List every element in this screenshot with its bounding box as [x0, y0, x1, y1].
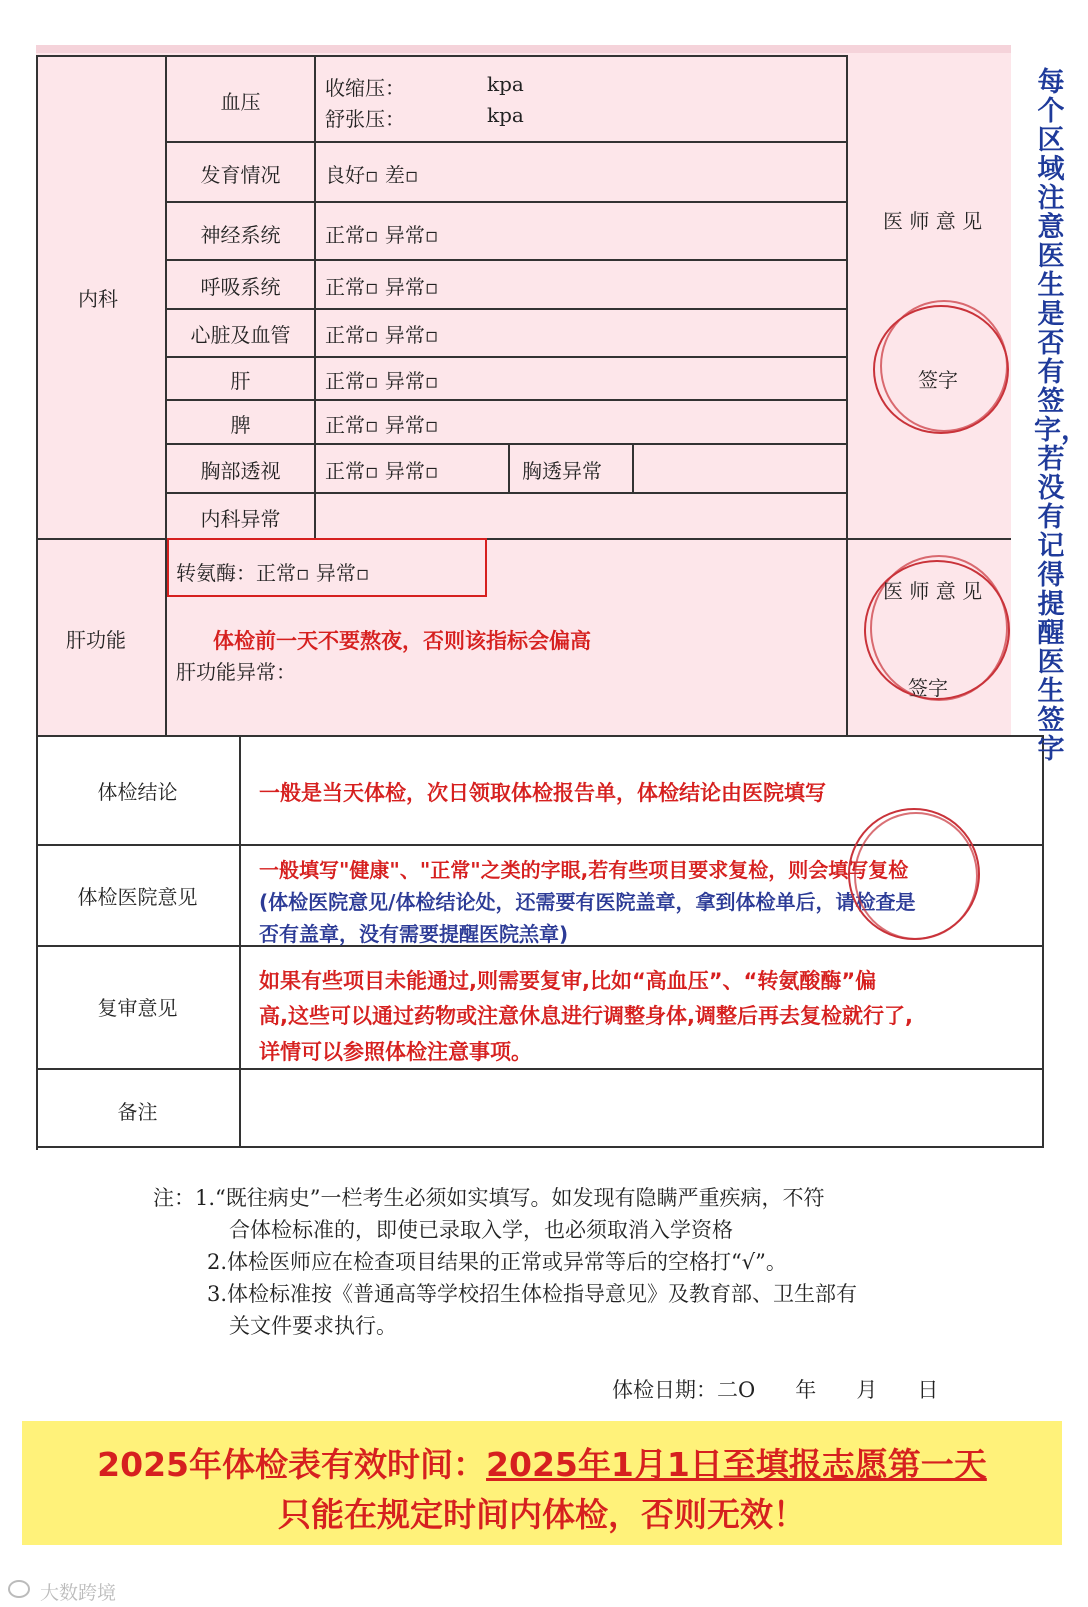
row-label-internal-abnormal: 内科异常 [200, 507, 281, 531]
internal-doctor-opinion: 医 师 意 见 [883, 209, 983, 233]
chest-xray-options[interactable]: 正常▫ 异常▫ [325, 459, 439, 483]
grid-line [165, 399, 846, 401]
side-note-signature-reminder: 每个区域注意医生是否有签字，若没有记得提醒医生签字 [1034, 67, 1088, 765]
systolic-pressure-label: 收缩压： [325, 76, 405, 100]
respiratory-options[interactable]: 正常▫ 异常▫ [325, 275, 439, 299]
grid-line [36, 55, 847, 57]
liver-abnormal-label: 肝功能异常： [176, 660, 296, 684]
systolic-unit: kpa [487, 72, 524, 96]
row-label-chest-xray: 胸部透视 [200, 459, 281, 483]
footnote-line1: 注：1.“既往病史”一栏考生必须如实填写。如发现有隐瞒严重疾病，不符 [153, 1186, 825, 1210]
grid-line [165, 356, 846, 358]
spleen-options[interactable]: 正常▫ 异常▫ [325, 413, 439, 437]
liver-doctor-opinion: 医 师 意 见 [883, 579, 983, 603]
grid-line [36, 735, 1044, 737]
row-label-blood-pressure: 血压 [220, 90, 261, 114]
hospital-stamp-circle [854, 812, 978, 940]
row-label-spleen: 脾 [230, 413, 251, 437]
watermark-logo-icon [8, 1580, 30, 1598]
liver-options[interactable]: 正常▫ 异常▫ [325, 369, 439, 393]
row-label-liver: 肝 [230, 369, 251, 393]
enzyme-options[interactable]: 转氨酶：正常▫ 异常▫ [176, 561, 370, 585]
grid-line [508, 443, 510, 492]
grid-line [632, 443, 634, 492]
hospital-opinion-annotation: 一般填写"健康"、"正常"之类的字眼,若有些项目要求复检，则会填写复检 [259, 858, 909, 882]
row-label-respiratory: 呼吸系统 [200, 275, 281, 299]
review-annotation-line3: 详情可以参照体检注意事项。 [259, 1040, 532, 1064]
footnote-line4: 3.体检标准按《普通高等学校招生体检指导意见》及教育部、卫生部有 [207, 1282, 858, 1306]
chest-xray-abnormal-label: 胸透异常 [522, 459, 602, 483]
diastolic-unit: kpa [487, 103, 524, 127]
grid-line [165, 259, 846, 261]
footnote-line5: 关文件要求执行。 [229, 1314, 397, 1338]
banner-line1 [22, 1439, 1062, 1486]
exam-date: 体检日期：二O 年 月 日 [612, 1378, 939, 1402]
row-label-heart-vessels: 心脏及血管 [190, 323, 291, 347]
watermark: 大数跨境 [40, 1582, 117, 1604]
grid-line [36, 55, 38, 1150]
internal-signature-label[interactable]: 签字 [918, 368, 958, 392]
hospital-opinion-label: 体检医院意见 [77, 885, 198, 909]
nervous-system-options[interactable]: 正常▫ 异常▫ [325, 223, 439, 247]
grid-line [846, 55, 848, 737]
grid-line [165, 201, 846, 203]
pink-top-strip [36, 45, 1011, 53]
grid-line [165, 141, 846, 143]
conclusion-annotation: 一般是当天体检，次日领取体检报告单，体检结论由医院填写 [259, 781, 826, 805]
grid-line [165, 443, 846, 445]
remarks-label: 备注 [117, 1100, 158, 1124]
internal-medicine-label: 内科 [78, 287, 118, 311]
footnote-line2: 合体检标准的，即使已录取入学，也必须取消入学资格 [229, 1218, 733, 1242]
row-label-nervous-system: 神经系统 [200, 223, 281, 247]
liver-function-label: 肝功能 [66, 628, 126, 652]
banner-line1-dates: 2025年1月1日至填报志愿第一天 [486, 1445, 987, 1484]
conclusion-label: 体检结论 [97, 780, 178, 804]
hospital-opinion-note-line2: 否有盖章，没有需要提醒医院羔章) [259, 922, 569, 946]
review-annotation-line2: 高,这些可以通过药物或注意休息进行调整身体,调整后再去复检就行了, [259, 1004, 913, 1028]
liver-signature-label[interactable]: 签字 [908, 676, 948, 700]
liver-annotation: 体检前一天不要熬夜，否则该指标会偏高 [213, 629, 591, 653]
grid-line [36, 1068, 1044, 1070]
banner-line1-prefix: 2025年体检表有效时间： [97, 1445, 487, 1484]
hospital-opinion-note-line1: (体检医院意见/体检结论处，还需要有医院盖章，拿到体检单后，请检查是 [259, 890, 916, 914]
diastolic-pressure-label: 舒张压： [325, 107, 405, 131]
grid-line [314, 55, 316, 539]
development-options[interactable]: 良好▫ 差▫ [325, 163, 419, 187]
grid-line [165, 492, 846, 494]
heart-vessels-options[interactable]: 正常▫ 异常▫ [325, 323, 439, 347]
review-label: 复审意见 [97, 996, 178, 1020]
review-annotation-line1: 如果有些项目未能通过,则需要复审,比如“高血压”、“转氨酸酶”偏 [259, 969, 877, 993]
grid-line [165, 55, 167, 737]
banner-line2: 只能在规定时间内体检，否则无效！ [278, 1495, 806, 1534]
validity-banner [22, 1421, 1062, 1545]
grid-line [165, 308, 846, 310]
grid-line [36, 1146, 1044, 1148]
row-label-development: 发育情况 [200, 163, 281, 187]
grid-line [239, 735, 241, 1148]
footnote-line3: 2.体检医师应在检查项目结果的正常或异常等后的空格打“√”。 [207, 1250, 787, 1274]
grid-line [1042, 735, 1044, 1148]
